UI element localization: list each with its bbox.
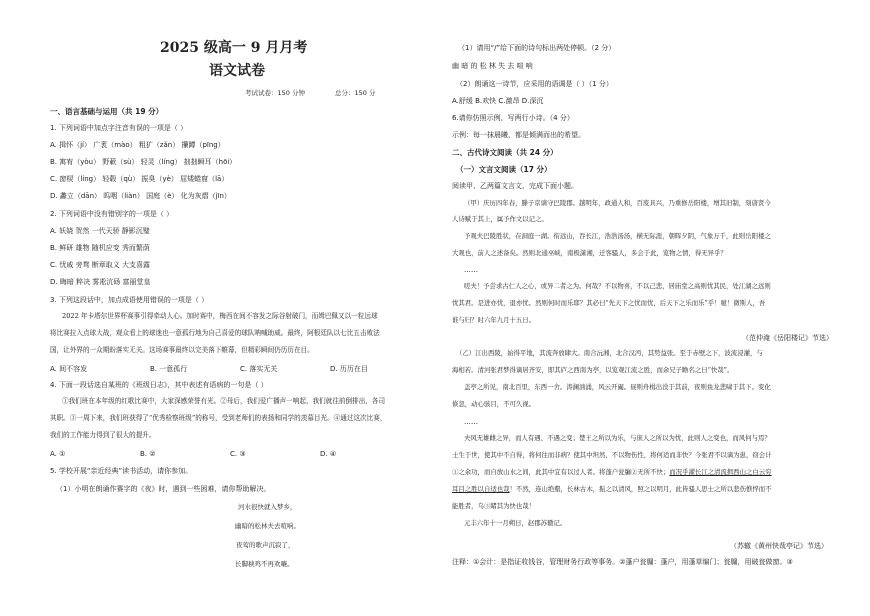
passage-line: 士生于世，使其中不自得，将何往而非病？使其中坦然，不以物伤性，将何适而非快？今张君不以谪为患，窃会计 [452,451,772,459]
question-2: 2. 下列词语中没有错别字的一项是（ ） [50,210,174,218]
passage-line: 人诗赋于其上，属予作文以记之。 [452,215,548,223]
annotation-note: 注释：①会计：是指证收钱谷，管理财务行政等事务。②蓬户瓮牖：蓬户，用蓬草编门；瓮牖，用破瓮做窗。③ [452,558,793,566]
option-d: D. 蠡立（dān） 呜咽（liàn） 国庭（è） 化为灰熠（jīn） [50,192,231,200]
poem-line: 夜莺的歌声沉寂了， [236,541,295,549]
poem-line: 长脚秧鸡不再欢嚷。 [235,560,294,568]
option-a: A. 揖怀（jí） 广袤（mào） 粗犷（zǎn） 攥蹲（pīng） [50,141,225,149]
underlined-sentence: 耳目之胜以自适也哉 [452,485,510,493]
option-a: A. 妖娆 贺然 一代天骄 静影沉璧 [50,227,150,235]
poem-line: 幽暗的松林夫去喧响。 [235,522,300,530]
options: A.舒缓 B.欢快 C.激昂 D.深沉 [452,97,544,105]
poem-line: 河水很快就入梦乡， [238,503,297,511]
option-a: A. 间不容发 [50,365,88,373]
passage-line: 将比赛拉入点球大战，观众看上的球迷也一意孤行地为自己喜爱的球队呐喊助威。最终，阿根廷队以七比五击败法 [50,329,380,337]
passage-line [452,469,772,477]
sub-question: （1）请用“/”给下面的诗句标出两处停顿。（2 分） [458,44,616,52]
passage-source: （范仲淹《岳阳楼记》节选） [742,334,833,342]
passage-line: 元丰六年十一月朔日，赵郡苏辙记。 [464,519,567,527]
passage-line: 国，让外界的一众期盼落实无关。这场赛事最终以完美落下帷幕，但精彩瞬间仍历历在目。 [50,346,314,354]
passage-line: ①我们班在本年级的红歌比赛中，大家深感荣誉有光。②母后，我们爱广播声一响起，我们就往前倒排出，各司 [62,397,386,405]
passage-line: 其职。③一周下来，我们班获得了“优秀检察班级”的称号，受到老师们的表扬和同学的羡慕目光。④通过这次比赛， [50,414,387,422]
underlined-sentence: 而况乎濯长江之清流揖西山之白云穷 [669,468,772,476]
option-d: D. 晦暗 粹决 雾凇沆砀 富丽堂皇 [50,278,151,286]
question-6: 6.请你仿照示例，写两行小诗。（4 分） [452,114,574,122]
option-c: C. ③ [230,450,246,458]
option-b: B. 一意孤行 [150,365,188,373]
question-3: 3. 下列这段话中，加点成语使用错误的一项是（ ） [50,296,209,304]
exam-title: 2025 级高一 9 月月考 [160,40,308,56]
ellipsis: …… [464,418,478,426]
option-b: B. 鲜研 雄物 随机应变 秀而繁荫 [50,244,150,252]
passage-line: 谁与归？时六年九月十五日。 [452,316,536,324]
passage-text: ！不然，连山绝壑，长林古木，振之以清风，照之以明月，此皆骚人思士之所以悲伤憔悴而不 [509,485,772,493]
exam-time: 考试试卷：150 分钟 [245,89,305,97]
passage-source: （苏辙《黄州快哉亭记》节选） [730,542,828,550]
passage-line: 夫风无雄雌之异，而人有遇、不遇之变；楚王之所以为乐，与庶人之所以为忧，此则人之变也，而风何与焉？ [464,434,771,442]
example: 示例：每一抹晨曦，都是倾满而出的希望。 [452,131,585,139]
passage-line: 我们的工作能力得到了很大的提升。 [50,431,156,439]
instruction: 阅读甲、乙两篇文言文，完成下面小题。 [452,182,578,190]
option-b: B. ② [140,450,156,458]
passage-line: （乙）江出西陵，始得平地，其流奔放肆大。南合沅湘，北合汉沔，其势益张。至于赤壁之下，波流浸灌，与 [456,349,763,357]
passage-line: 2022 年卡塔尔世界杯赛事引得牵动人心。加时赛中，梅西在间不容发之际谷射破门，而姆巴佩又以一粒远球 [62,312,378,320]
question-1: 1. 下列词语中加点字注音有误的一项是（ ） [50,124,188,132]
passage-line: 倏忽，动心骇目，不可久视。 [452,400,536,408]
passage-line: 忧其君。是进亦忧，退亦忧。然则何时而乐耶？其必曰“先天下之忧而忧，后天下之乐而乐”乎！噫！微斯人，吾 [452,299,766,307]
sub-question: （2）朗诵这一诗节，应采用的语调是（ ）（1 分） [456,80,613,88]
sub-question: （1）小明在朗诵作赛字的《夜》时，遇到一些困难，请你帮助解决。 [56,485,271,493]
passage-line: 海相若。清河张君梦得谪居齐安，即其庐之西南为亭，以览观江流之胜，而余兄子瞻名之曰“快哉”。 [452,366,734,374]
option-c: C. 忧戚 旁骛 断章取义 大支喜露 [50,261,151,269]
option-d: D. 历历在目 [330,365,368,373]
option-b: B. 寓宥（yòu） 野蔌（sù） 轻灵（líng） 拙拙瞬耳（hōi） [50,158,237,166]
question-5: 5. 学校开展“亲近经典”读书活动，请你参加。 [50,467,193,475]
option-c: C. 窗棂（líng） 轻毂（qù） 振臭（yè） 屈矮蜷窟（lā） [50,175,229,183]
poem-line: 幽 暗 的 松 林 失 去 喧 响 [452,62,533,70]
section-heading: 二、古代诗文阅读（共 24 分） [452,148,558,157]
passage-line: 予观夫巴陵胜状，在洞庭一湖。衔远山，吞长江，浩浩汤汤，横无际涯，朝晖夕阴，气象万千，此则岳阳楼之 [464,232,771,240]
option-d: D. ④ [320,450,337,458]
ellipsis: …… [464,266,478,274]
exam-score: 总分：150 分 [335,89,376,97]
subsection-heading: （一）文言文阅读（17 分） [456,165,552,174]
question-4: 4. 下面一段话选自某班的《班级日志》，其中表述有语病的一句是（ ） [50,381,268,389]
passage-line: 大观也，前人之述备矣。然则北通巫峡，南极潇湘，迁客骚人，多会于此，览物之情，得无异乎？ [452,249,727,257]
passage-line: （甲）庆历四年春，滕子京谪守巴陵郡。越明年，政通人和，百废具兴，乃重修岳阳楼，增其旧制，刻唐贤今 [464,199,771,207]
passage-line: 能胜者，乌③睹其为快也哉！ [452,502,536,510]
section-heading: 一、语言基础与运用（共 19 分） [50,107,164,116]
passage-line: 盖亭之所见，南北百里，东西一舍。涛澜汹涌，风云开阖。昼则舟楫出没于其前，夜则鱼龙悲啸于其下。变化 [464,383,771,391]
passage-line [452,486,772,494]
option-a: A. ① [50,450,66,458]
passage-line: 嗟夫！予尝求古仁人之心，或异二者之为。何哉？不以物喜，不以己悲，居庙堂之高则忧其民，处江湖之远则 [464,282,771,290]
option-c: C. 落实无关 [240,365,278,373]
exam-subtitle: 语文试卷 [209,63,265,79]
passage-text: ①之余功，而自放山水之间，此其中宜有以过人者。将蓬户瓮牖②无所不快； [452,468,670,476]
